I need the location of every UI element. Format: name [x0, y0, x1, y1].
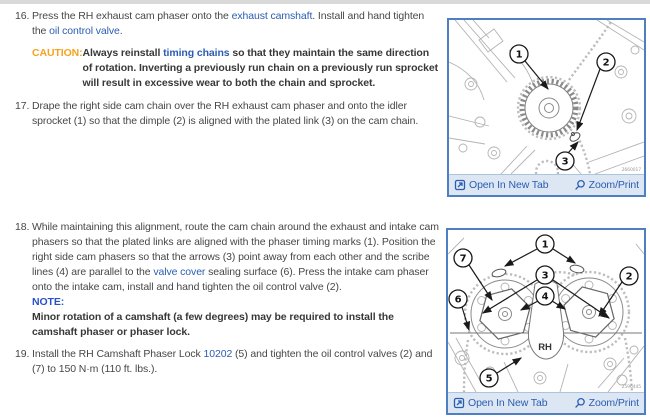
svg-text:2: 2	[602, 57, 610, 69]
step-number: 18.	[15, 221, 30, 233]
step-17-text	[32, 99, 439, 129]
step-17	[15, 99, 439, 129]
open-in-new-tab-icon	[454, 179, 466, 191]
figure-panel-1	[447, 18, 646, 197]
step-18-text	[32, 220, 439, 340]
caution-block	[32, 46, 439, 91]
figure-1-image[interactable]	[449, 20, 644, 174]
text-segment: (5) and tighten the oil control valves (2) and (7) to 150 N·m (110 ft. lbs.).	[32, 348, 433, 375]
inline-link[interactable]: oil control valve	[49, 25, 120, 37]
text-segment: sealing surface (6). Press the intake cam phaser onto the intake cam, install and hand tighten the oil control valve (2).	[32, 266, 429, 293]
text-segment: Minor rotation of a camshaft (a few degrees) may be required to install the camshaft phaser or phaser lock.	[32, 311, 394, 338]
instructions-steps-18-19	[15, 220, 439, 384]
figure-panel-2	[446, 228, 646, 415]
inline-link[interactable]: valve cover	[153, 266, 206, 278]
step-18	[15, 220, 439, 340]
svg-text:4: 4	[541, 291, 549, 303]
open-link-label: Open In New Tab	[469, 179, 549, 191]
top-edge-divider	[0, 0, 650, 4]
text-segment: Press the RH exhaust cam phaser onto the	[32, 10, 232, 22]
idler-sprocket	[522, 81, 576, 135]
inline-link[interactable]: 10202	[203, 348, 233, 360]
text-segment: While maintaining this alignment, route the cam chain around the exhaust and intake cam phasers so that the plated links are aligned with the phaser timing marks (1). Position the right side cam phasers so that the arrows (3) point away from each other and the scribe lines (4) are parallel to the	[32, 221, 439, 278]
text-segment: .	[119, 25, 123, 37]
figure-number: 2596445	[621, 385, 641, 390]
caution-text	[83, 46, 439, 91]
svg-text:1: 1	[515, 49, 523, 61]
step-16	[15, 9, 439, 39]
svg-text:1: 1	[541, 239, 549, 251]
svg-text:7: 7	[459, 253, 467, 265]
text-segment: Install the RH Camshaft Phaser Lock	[32, 348, 204, 360]
step-16-text	[32, 9, 439, 39]
magnifier-icon	[574, 179, 586, 191]
figure-2-image[interactable]	[448, 230, 644, 392]
text-segment: Always reinstall	[82, 47, 164, 59]
zoom-print-link[interactable]	[574, 397, 639, 409]
callout-2	[577, 53, 615, 130]
svg-text:3: 3	[561, 156, 569, 168]
open-link-label: Open In New Tab	[468, 397, 548, 409]
zoom-link-label: Zoom/Print	[588, 179, 639, 191]
callout-1	[505, 235, 575, 266]
open-in-new-tab-link[interactable]	[453, 397, 547, 409]
callout-1	[510, 45, 548, 89]
step-number: 17.	[15, 100, 30, 112]
zoom-link-label: Zoom/Print	[588, 397, 639, 409]
callout-5	[480, 358, 521, 387]
rh-label: RH	[538, 342, 552, 353]
open-in-new-tab-link[interactable]	[454, 179, 548, 191]
svg-text:3: 3	[541, 270, 549, 282]
caution-label: CAUTION:	[32, 47, 83, 59]
open-in-new-tab-icon	[453, 397, 465, 409]
step-number: 16.	[15, 10, 30, 22]
cam-phasers-figure	[448, 230, 644, 392]
text-segment: NOTE:	[32, 296, 65, 308]
step-19-text	[32, 347, 439, 377]
figure-2-toolbar	[448, 392, 644, 413]
inline-link[interactable]: timing chains	[163, 47, 230, 59]
step-19	[15, 347, 439, 377]
magnifier-icon	[574, 397, 586, 409]
svg-text:6: 6	[454, 294, 462, 306]
svg-text:2: 2	[625, 271, 633, 283]
text-segment: so that they maintain the same direction of rotation. Inverting a previously run chain on a previously run sprocket will result in excessive wear to both the chain and sprocket.	[82, 47, 439, 89]
zoom-print-link[interactable]	[574, 179, 639, 191]
svg-text:5: 5	[485, 373, 493, 385]
text-segment: . Install and hand tighten the	[32, 10, 425, 37]
idler-sprocket-figure	[449, 20, 644, 174]
figure-1-toolbar	[449, 174, 644, 195]
callout-3	[556, 142, 578, 170]
instructions-steps-16-17	[15, 9, 439, 136]
text-segment: Drape the right side cam chain over the RH exhaust cam phaser and onto the idler sprocket (1) so that the dimple (2) is aligned with the plated link (3) on the cam chain.	[32, 100, 419, 127]
figure-number: 2660017	[621, 168, 641, 173]
inline-link[interactable]: exhaust camshaft	[231, 10, 313, 22]
step-number: 19.	[15, 348, 30, 360]
